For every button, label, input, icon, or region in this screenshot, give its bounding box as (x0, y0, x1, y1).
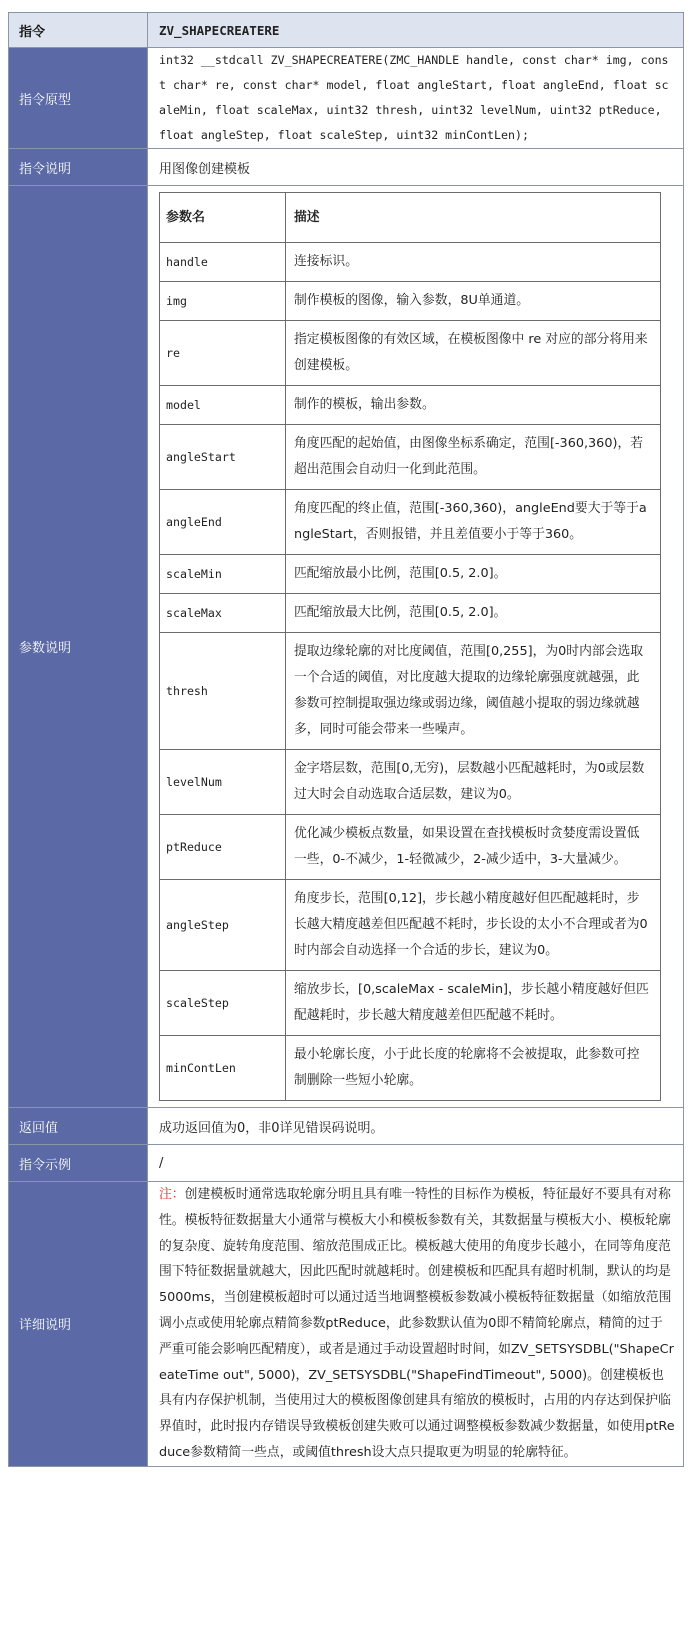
param-row (160, 633, 661, 750)
param-name: angleEnd (160, 490, 286, 555)
param-name: thresh (160, 633, 286, 750)
param-desc: 连接标识。 (286, 243, 661, 282)
param-row (160, 282, 661, 321)
prototype-label: 指令原型 (9, 48, 148, 149)
details-row (9, 1182, 684, 1467)
details-label: 详细说明 (9, 1182, 148, 1467)
example-label: 指令示例 (9, 1145, 148, 1182)
description-label: 指令说明 (9, 149, 148, 186)
param-desc: 指定模板图像的有效区域，在模板图像中 re 对应的部分将用来创建模板。 (286, 321, 661, 386)
param-row (160, 321, 661, 386)
command-name: ZV_SHAPECREATERE (148, 13, 684, 48)
param-name: scaleStep (160, 971, 286, 1036)
param-row (160, 386, 661, 425)
param-desc: 角度步长，范围[0,12]，步长越小精度越好但匹配越耗时，步长越大精度越差但匹配越不耗时，步长设的太小不合理或者为0时内部会自动选择一个合适的步长，建议为0。 (286, 880, 661, 971)
param-name: angleStart (160, 425, 286, 490)
param-row (160, 243, 661, 282)
param-desc: 最小轮廓长度，小于此长度的轮廓将不会被提取，此参数可控制删除一些短小轮廓。 (286, 1036, 661, 1101)
param-desc: 制作模板的图像，输入参数，8U单通道。 (286, 282, 661, 321)
param-row (160, 490, 661, 555)
parameter-table (159, 192, 661, 1101)
param-row (160, 425, 661, 490)
param-name: levelNum (160, 750, 286, 815)
param-desc: 匹配缩放最大比例，范围[0.5, 2.0]。 (286, 594, 661, 633)
prototype-row (9, 48, 684, 149)
description-text: 用图像创建模板 (148, 149, 684, 186)
prototype-code: int32 __stdcall ZV_SHAPECREATERE(ZMC_HANDLE handle, const char* img, const char* re, const char* model, float angleStart, float angleEnd, float scaleMin, float scaleMax, uint32 thresh, uint32 levelNum, uint32 ptReduce, float angleStep, float scaleStep, uint32 minContLen); (148, 48, 684, 149)
return-text: 成功返回值为0，非0详见错误码说明。 (148, 1108, 684, 1145)
param-name: scaleMax (160, 594, 286, 633)
command-doc-table (8, 12, 684, 1467)
param-desc: 金字塔层数，范围[0,无穷)，层数越小匹配越耗时，为0或层数过大时会自动选取合适层数，建议为0。 (286, 750, 661, 815)
param-name-header: 参数名 (160, 193, 286, 243)
param-desc: 制作的模板，输出参数。 (286, 386, 661, 425)
header-row (9, 13, 684, 48)
param-desc: 角度匹配的终止值，范围[-360,360)，angleEnd要大于等于angleStart，否则报错，并且差值要小于等于360。 (286, 490, 661, 555)
example-text: / (148, 1145, 684, 1182)
param-name: minContLen (160, 1036, 286, 1101)
param-name: re (160, 321, 286, 386)
header-label: 指令 (9, 13, 148, 48)
param-desc: 匹配缩放最小比例，范围[0.5, 2.0]。 (286, 555, 661, 594)
param-name: scaleMin (160, 555, 286, 594)
details-body (148, 1182, 684, 1467)
param-desc: 提取边缘轮廓的对比度阈值，范围[0,255]，为0时内部会选取一个合适的阈值，对比度越大提取的边缘轮廓强度就越强，此参数可控制提取强边缘或弱边缘，阈值越小提取的弱边缘就越多，同时可能会带来一些噪声。 (286, 633, 661, 750)
param-desc-header: 描述 (286, 193, 661, 243)
param-desc: 缩放步长，[0,scaleMax - scaleMin]，步长越小精度越好但匹配越耗时，步长越大精度越差但匹配越不耗时。 (286, 971, 661, 1036)
param-row (160, 1036, 661, 1101)
details-text: 创建模板时通常选取轮廓分明且具有唯一特性的目标作为模板，特征最好不要具有对称性。模板特征数据量大小通常与模板大小和模板参数有关，其数据量与模板大小、模板轮廓的复杂度、旋转角度范围、缩放范围成正比。模板越大使用的角度步长越小，在同等角度范围下特征数据量就越大，因此匹配时就越耗时。创建模板和匹配具有超时机制，默认的均是5000ms，当创建模板超时可以通过适当地调整模板参数减小模板特征数据量（如缩放范围调小点或使用轮廓点精简参数ptReduce，此参数默认值为0即不精简轮廓点，精简的过于严重可能会影响匹配精度），或者是通过手动设置超时时间，如ZV_SETSYSDBL("ShapeCreateTime out", 5000)，ZV_SETSYSDBL("ShapeFindTimeout", 5000)。创建模板也具有内存保护机制，当使用过大的模板图像创建具有缩放的模板时，占用的内存达到保护临界值时，此时报内存错误导致模板创建失败可以通过调整模板参数减少数据量，如使用ptReduce参数精简一些点，或阈值thresh设大点只提取更为明显的轮廓特征。 (159, 1187, 675, 1460)
param-row (160, 555, 661, 594)
param-row (160, 880, 661, 971)
param-row (160, 815, 661, 880)
return-row (9, 1108, 684, 1145)
param-row (160, 971, 661, 1036)
details-note-prefix: 注： (159, 1187, 185, 1202)
example-row (9, 1145, 684, 1182)
parameters-label: 参数说明 (9, 186, 148, 1108)
description-row (9, 149, 684, 186)
param-name: model (160, 386, 286, 425)
param-name: ptReduce (160, 815, 286, 880)
return-label: 返回值 (9, 1108, 148, 1145)
param-name: angleStep (160, 880, 286, 971)
param-row (160, 750, 661, 815)
param-name: img (160, 282, 286, 321)
param-desc: 角度匹配的起始值，由图像坐标系确定，范围[-360,360)，若超出范围会自动归一化到此范围。 (286, 425, 661, 490)
param-desc: 优化减少模板点数量，如果设置在查找模板时贪婪度需设置低一些，0-不减少，1-轻微减少，2-减少适中，3-大量减少。 (286, 815, 661, 880)
parameters-row (9, 186, 684, 1108)
param-name: handle (160, 243, 286, 282)
param-row (160, 594, 661, 633)
parameter-table-header (160, 193, 661, 243)
